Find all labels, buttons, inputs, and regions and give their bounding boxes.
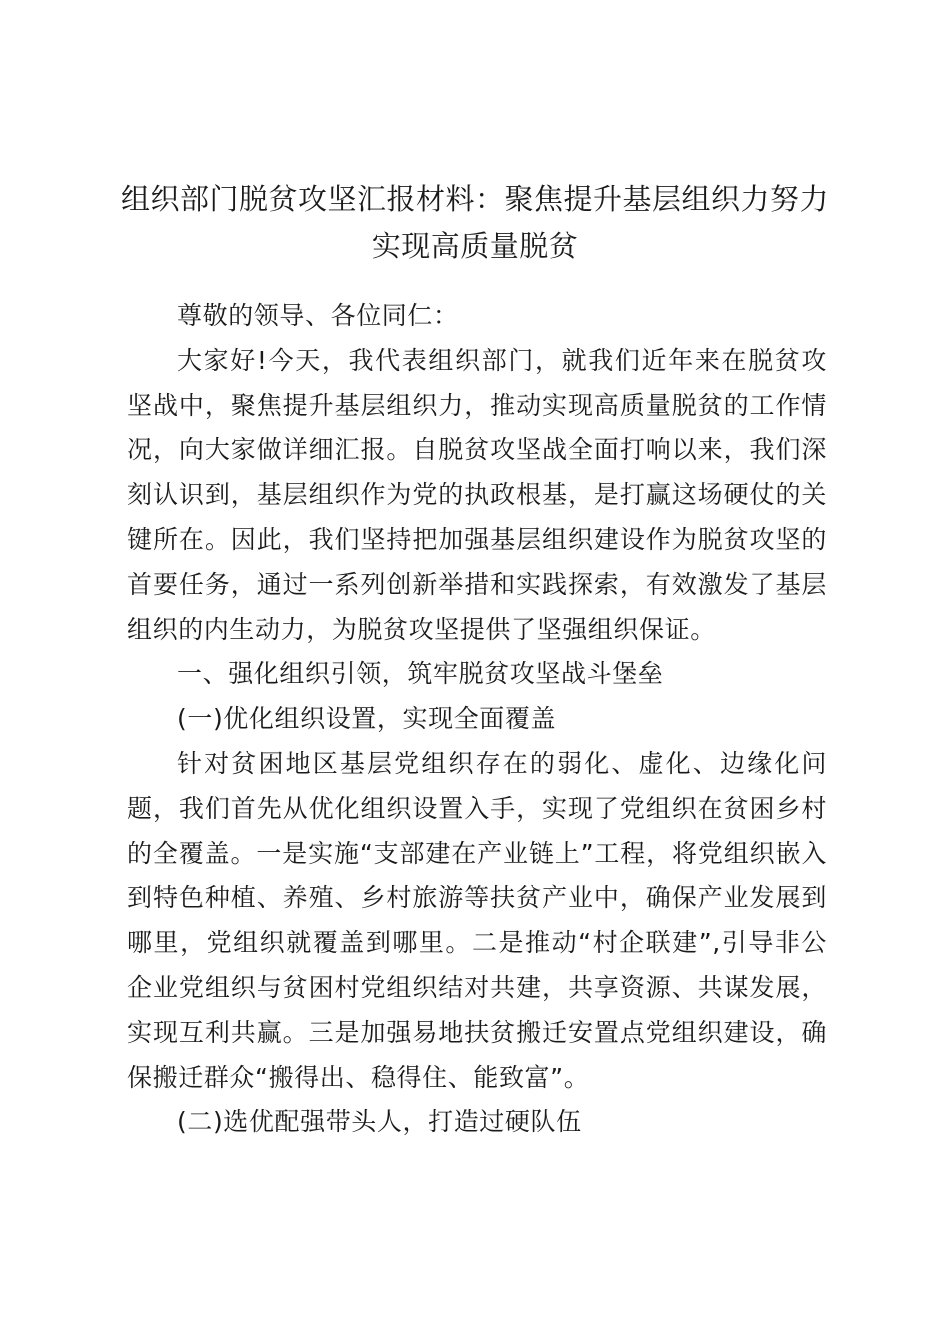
section-heading-1: 一、强化组织引领，筑牢脱贫攻坚战斗堡垒 [177,659,664,689]
subsection-heading-2: (二)选优配强带头人，打造过硬队伍 [177,1107,582,1137]
intro-paragraph: 大家好!今天，我代表组织部门，就我们近年来在脱贫攻坚战中，聚焦提升基层组织力，推动实现高质量脱贫的工作情况，向大家做详细汇报。自脱贫攻坚战全面打响以来，我们深刻认识到，基层组织作为党的执政根基，是打赢这场硬仗的关键所在。因此，我们坚持把加强基层组织建设作为脱贫攻坚的首要任务，通过一系列创新举措和实践探索，有效激发了基层组织的内生动力，为脱贫攻坚提供了坚强组织保证。 [127,345,827,644]
document-body [127,294,827,1145]
document-title [110,176,840,270]
subsection-heading-1: (一)优化组织设置，实现全面覆盖 [177,704,557,734]
salutation: 尊敬的领导、各位同仁： [177,301,459,330]
title-line-2: 实现高质量脱贫 [371,229,579,263]
title-line-1: 组织部门脱贫攻坚汇报材料：聚焦提升基层组织力努力 [120,182,829,216]
paragraph-1: 针对贫困地区基层党组织存在的弱化、虚化、边缘化问题，我们首先从优化组织设置入手，实现了党组织在贫困乡村的全覆盖。一是实施“支部建在产业链上”工程，将党组织嵌入到特色种植、养殖、乡村旅游等扶贫产业中，确保产业发展到哪里，党组织就覆盖到哪里。二是推动“村企联建”,引导非公企业党组织与贫困村党组织结对共建，共享资源、共谋发展，实现互利共赢。三是加强易地扶贫搬迁安置点党组织建设，确保搬迁群众“搬得出、稳得住、能致富”。 [127,748,827,1092]
